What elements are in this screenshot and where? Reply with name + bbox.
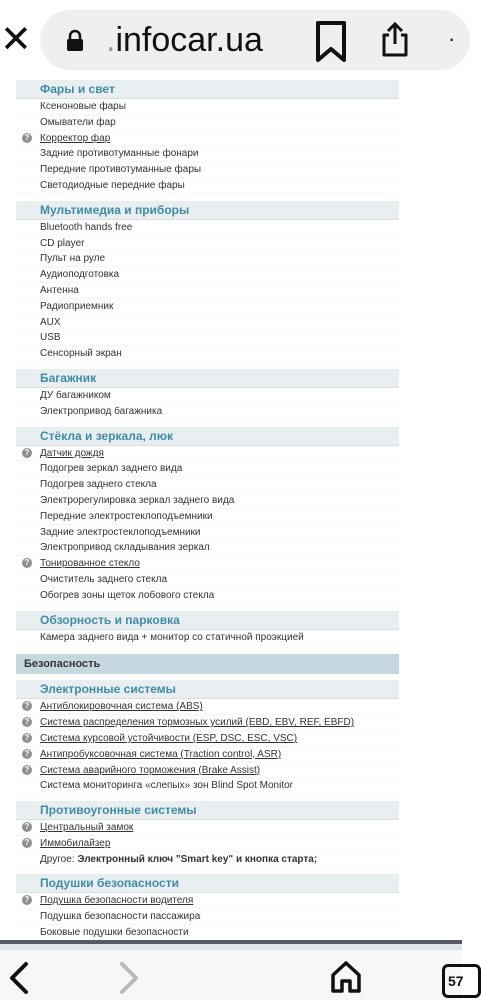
back-arrow-icon[interactable] — [4, 958, 34, 998]
list-item[interactable]: ? Система курсовой устойчивости (ESP, DSC, ESC, VSC) — [16, 731, 399, 747]
list-item: Подогрев зеркал заднего вида — [16, 461, 399, 477]
more-icon[interactable]: · — [448, 26, 456, 51]
list-item: Передние электростеклоподъемники — [16, 509, 399, 525]
list-item: Bluetooth hands free — [16, 220, 399, 236]
home-icon[interactable] — [330, 960, 362, 994]
question-circle-icon[interactable]: ? — [22, 895, 32, 905]
list-item: Электропривод складывания зеркал — [16, 540, 399, 556]
list-item[interactable]: ? Иммобилайзер — [16, 836, 399, 852]
section-title-antitheft: Противоугонные системы — [16, 801, 399, 820]
section-title-multimedia: Мультимедиа и приборы — [16, 201, 399, 220]
url-text — [106, 18, 263, 62]
list-item[interactable]: ? Антипробуксовочная система (Traction control, ASR) — [16, 747, 399, 763]
browser-bottom-bar — [0, 950, 462, 1000]
list-item: Аудиоподготовка — [16, 267, 399, 283]
list-item: Пульт на руле — [16, 251, 399, 267]
group-title-safety: Безопасность — [16, 654, 399, 674]
list-item: ДУ багажником — [16, 388, 399, 404]
question-circle-icon[interactable]: ? — [22, 448, 32, 458]
question-circle-icon[interactable]: ? — [22, 133, 32, 143]
section-title-airbags: Подушки безопасности — [16, 874, 399, 893]
list-item: Другое: Электронный ключ "Smart key" и кнопка старта; — [16, 852, 399, 868]
question-circle-icon[interactable]: ? — [22, 822, 32, 832]
address-bar[interactable] — [40, 10, 470, 70]
section-title-parking: Обзорность и парковка — [16, 611, 399, 630]
list-item: Светодиодные передние фары — [16, 178, 399, 194]
question-circle-icon[interactable]: ? — [22, 765, 32, 775]
other-prefix: Другое: — [40, 853, 78, 865]
question-circle-icon[interactable]: ? — [22, 749, 32, 759]
close-icon[interactable]: ✕ — [0, 17, 32, 61]
list-item[interactable]: ? Антиблокировочная система (ABS) — [16, 699, 399, 715]
list-item: Сенсорный экран — [16, 346, 399, 362]
tabs-count-button[interactable]: 57 — [442, 964, 481, 998]
question-circle-icon[interactable]: ? — [22, 558, 32, 568]
list-item[interactable]: ? Подушка безопасности водителя — [16, 893, 399, 909]
list-item: Антенна — [16, 283, 399, 299]
bookmark-icon[interactable] — [314, 20, 348, 64]
list-item[interactable]: ? Система аварийного торможения (Brake Assist) — [16, 763, 399, 779]
list-item: Электропривод багажника — [16, 404, 399, 420]
list-item: Ксеноновые фары — [16, 99, 399, 115]
list-item: Подогрев заднего стекла — [16, 477, 399, 493]
question-circle-icon[interactable]: ? — [22, 701, 32, 711]
list-item: Боковые подушки безопасности — [16, 925, 399, 941]
list-item: Электрорегулировка зеркал заднего вида — [16, 493, 399, 509]
share-icon[interactable] — [380, 22, 410, 58]
list-item: Система мониторинга «слепых» зон Blind Spot Monitor — [16, 778, 399, 794]
question-circle-icon[interactable]: ? — [22, 733, 32, 743]
list-item: AUX — [16, 315, 399, 331]
section-title-lights: Фары и свет — [16, 80, 399, 99]
list-item: Очиститель заднего стекла — [16, 572, 399, 588]
section-title-trunk: Багажник — [16, 369, 399, 388]
browser-top-bar — [0, 0, 462, 80]
list-item: Омыватели фар — [16, 115, 399, 131]
question-circle-icon[interactable]: ? — [22, 717, 32, 727]
list-item: USB — [16, 330, 399, 346]
list-item: Задние электростеклоподъемники — [16, 525, 399, 541]
list-item[interactable]: ? Центральный замок — [16, 820, 399, 836]
question-circle-icon[interactable]: ? — [22, 838, 32, 848]
list-item: Камера заднего вида + монитор со статичной проэкцией — [16, 630, 399, 646]
list-item: CD player — [16, 236, 399, 252]
section-title-glass: Стёкла и зеркала, люк — [16, 427, 399, 446]
forward-arrow-icon[interactable] — [114, 958, 144, 998]
list-item: Радиоприемник — [16, 299, 399, 315]
lock-icon — [66, 30, 84, 52]
list-item[interactable]: ? Тонированное стекло — [16, 556, 399, 572]
list-item: Передние противотуманные фары — [16, 162, 399, 178]
list-item: Подушка безопасности пассажира — [16, 909, 399, 925]
list-item[interactable]: ? Корректор фар — [16, 131, 399, 147]
section-title-electronic: Электронные системы — [16, 680, 399, 699]
features-list — [16, 80, 399, 972]
list-item[interactable]: ? Система распределения тормозных усилий (EBD, EBV, REF, EBFD) — [16, 715, 399, 731]
list-item: Задние противотуманные фонари — [16, 146, 399, 162]
list-item: Обогрев зоны щеток лобового стекла — [16, 588, 399, 604]
list-item[interactable]: ? Датчик дождя — [16, 446, 399, 462]
url-prefix: . — [106, 21, 116, 59]
url-domain: infocar.ua — [115, 21, 263, 59]
